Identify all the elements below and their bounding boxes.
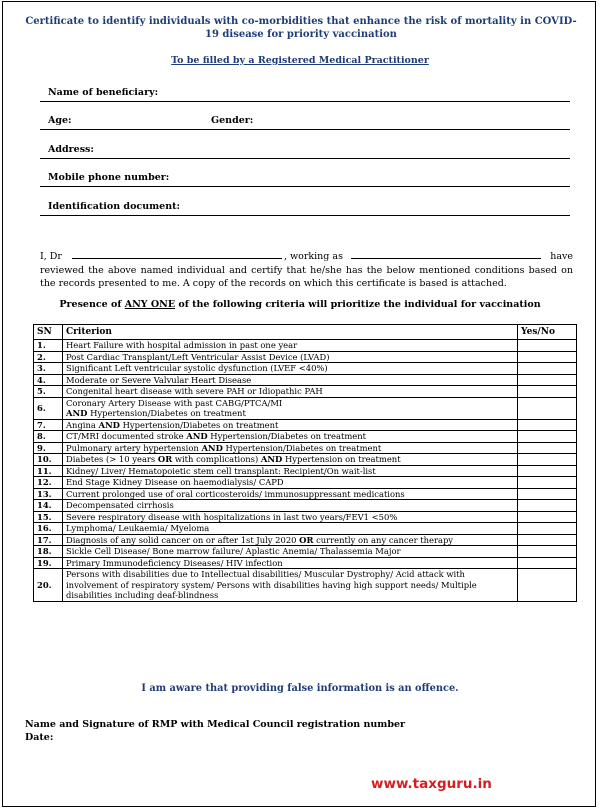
criteria-heading-before: Presence of [59,299,125,310]
criteria-heading-emphasis: ANY ONE [124,299,176,310]
row-yes-no-cell[interactable] [518,534,577,546]
row-yes-no-cell[interactable] [518,477,577,489]
criterion-text: AND [98,419,120,430]
age-gender-field[interactable] [40,110,570,130]
row-yes-no-cell[interactable] [518,488,577,500]
row-criterion [63,557,518,569]
criterion-text: Post Cardiac Transplant/Left Ventricular Assist Device (LVAD) [66,351,330,362]
table-row [34,569,577,602]
table-row [34,454,577,466]
row-criterion [63,534,518,546]
signature-block [25,718,405,744]
row-criterion [63,523,518,535]
table-row [34,442,577,454]
gender-label: Gender: [211,115,254,126]
table-row [34,351,577,363]
row-yes-no-cell[interactable] [518,465,577,477]
table-row [34,488,577,500]
row-criterion [63,477,518,489]
row-sn: 19. [34,557,63,569]
certificate-page [2,1,596,807]
declaration-working-as: , working as [283,251,343,262]
criterion-text: AND [260,454,283,464]
row-criterion [63,386,518,398]
table-row [34,340,577,352]
date-label: Date: [25,732,54,743]
criterion-text: AND [201,442,223,453]
table-row [34,363,577,375]
criterion-text: Decompensated cirrhosis [66,500,174,510]
criterion-text: AND [186,431,208,441]
table-header-row [34,325,577,340]
table-row [34,500,577,512]
designation-blank[interactable] [351,249,541,259]
id-document-label: Identification document: [48,201,180,212]
row-criterion [63,454,518,466]
row-criterion [63,431,518,443]
row-sn: 7. [34,419,63,431]
header-sn: SN [34,325,63,340]
document-title: Certificate to identify individuals with co-morbidities that enhance the risk of mortality in COVID-19 disease for priority vaccination [25,16,577,40]
row-sn: 9. [34,442,63,454]
row-yes-no-cell[interactable] [518,442,577,454]
criterion-text: Persons with disabilities due to Intellectual disabilities/ Muscular Dystrophy/ Acid attack with involvement of respiratory system/ Persons with disabilities having high support needs/ Multiple disabilities including deaf-blindness [66,569,477,600]
criterion-text: Significant Left ventricular systolic dysfunction (LVEF <40%) [66,363,328,373]
address-field[interactable] [40,139,570,159]
criterion-text: Primary Immunodeficiency Diseases/ HIV infection [66,557,283,568]
header-yes-no: Yes/No [518,325,577,340]
row-criterion [63,363,518,375]
row-sn: 2. [34,351,63,363]
table-row [34,523,577,535]
criterion-text: Congenital heart disease with severe PAH or Idiopathic PAH [66,386,323,396]
table-row [34,374,577,386]
row-criterion [63,546,518,558]
row-sn: 5. [34,386,63,398]
row-sn: 20. [34,569,63,602]
row-yes-no-cell[interactable] [518,557,577,569]
row-yes-no-cell[interactable] [518,546,577,558]
row-sn: 13. [34,488,63,500]
row-criterion [63,511,518,523]
row-yes-no-cell[interactable] [518,374,577,386]
row-yes-no-cell[interactable] [518,386,577,398]
row-sn: 18. [34,546,63,558]
table-row [34,511,577,523]
criterion-text: Diagnosis of any solid cancer on or after 1st July 2020 [66,534,300,545]
row-sn: 10. [34,454,63,466]
criterion-text: Hypertension/Diabetes on treatment [222,442,382,453]
criterion-text: Moderate or Severe Valvular Heart Disease [66,374,252,385]
row-criterion [63,397,518,419]
row-yes-no-cell[interactable] [518,397,577,419]
criterion-text: currently on any cancer therapy [313,534,454,545]
criteria-table [33,324,577,602]
row-yes-no-cell[interactable] [518,419,577,431]
row-yes-no-cell[interactable] [518,454,577,466]
row-yes-no-cell[interactable] [518,569,577,602]
criterion-text: OR [157,454,173,464]
row-sn: 15. [34,511,63,523]
criterion-text: Sickle Cell Disease/ Bone marrow failure/ Aplastic Anemia/ Thalassemia Major [66,546,401,556]
criterion-text: Hypertension/Diabetes on treatment [207,431,367,441]
document-subtitle: To be filled by a Registered Medical Practitioner [171,55,429,66]
row-criterion [63,419,518,431]
row-sn: 8. [34,431,63,443]
criterion-text: Current prolonged use of oral corticosteroids/ immunosuppressant medications [66,488,405,499]
table-row [34,546,577,558]
row-sn: 11. [34,465,63,477]
address-label: Address: [48,144,94,155]
row-yes-no-cell[interactable] [518,523,577,535]
row-sn: 16. [34,523,63,535]
criterion-text: Hypertension/Diabetes on treatment [87,408,246,418]
declaration-text [40,249,573,291]
row-yes-no-cell[interactable] [518,500,577,512]
row-sn: 1. [34,340,63,352]
row-yes-no-cell[interactable] [518,363,577,375]
criterion-text: Heart Failure with hospital admission in past one year [66,340,298,350]
age-label: Age: [48,115,72,126]
declaration-body: reviewed the above named individual and certify that he/she has the below mentioned conditions based on the records presented to me. A copy of the records on which this certificate is based is attached. [40,264,573,289]
row-yes-no-cell[interactable] [518,431,577,443]
criterion-text: CT/MRI documented stroke [66,431,187,441]
criterion-text: Diabetes (> 10 years [66,454,158,464]
table-row [34,557,577,569]
false-info-warning: I am aware that providing false information is an offence. [141,683,459,694]
row-sn: 6. [34,397,63,419]
row-sn: 17. [34,534,63,546]
name-field[interactable] [40,82,570,102]
row-yes-no-cell[interactable] [518,511,577,523]
criterion-text: Angina [66,419,99,430]
row-sn: 12. [34,477,63,489]
criterion-text: Hypertension/Diabetes on treatment [119,419,279,430]
criterion-text: Severe respiratory disease with hospitalizations in last two years/FEV1 <50% [66,511,398,522]
table-row [34,431,577,443]
row-criterion [63,442,518,454]
row-sn: 3. [34,363,63,375]
table-row [34,419,577,431]
criterion-text: Lymphoma/ Leukaemia/ Myeloma [66,523,210,533]
name-label: Name of beneficiary: [48,87,159,98]
criterion-text: Hypertension on treatment [282,454,401,464]
criteria-table-body [34,340,577,602]
row-criterion [63,500,518,512]
criteria-heading [3,299,597,310]
declaration-prefix: I, Dr [40,251,62,262]
signature-label: Name and Signature of RMP with Medical Council registration number [25,719,406,730]
doctor-name-blank[interactable] [72,249,282,259]
criterion-text: End Stage Kidney Disease on haemodialysis/ CAPD [66,477,284,487]
table-row [34,465,577,477]
row-criterion [63,465,518,477]
criterion-text: Kidney/ Liver/ Hematopoietic stem cell transplant: Recipient/On wait-list [66,465,376,476]
table-row [34,386,577,398]
row-yes-no-cell[interactable] [518,351,577,363]
criterion-text: OR [299,534,314,545]
row-criterion [63,374,518,386]
table-row [34,477,577,489]
mobile-label: Mobile phone number: [48,172,170,183]
id-document-field[interactable] [40,196,570,216]
criteria-heading-after: of the following criteria will prioritize the individual for vaccination [175,299,541,310]
row-sn: 4. [34,374,63,386]
row-criterion [63,351,518,363]
row-criterion [63,340,518,352]
mobile-field[interactable] [40,167,570,187]
table-row [34,534,577,546]
criterion-text: Pulmonary artery hypertension [66,442,202,453]
row-yes-no-cell[interactable] [518,340,577,352]
criterion-text: Coronary Artery Disease with past CABG/PTCA/MI [66,397,283,408]
declaration-have: have [550,251,573,262]
header-criterion: Criterion [63,325,518,340]
row-criterion [63,488,518,500]
watermark: www.taxguru.in [371,776,492,792]
criterion-text: with complications) [172,454,261,464]
criterion-text: AND [66,408,88,418]
row-sn: 14. [34,500,63,512]
table-row [34,397,577,419]
row-criterion [63,569,518,602]
